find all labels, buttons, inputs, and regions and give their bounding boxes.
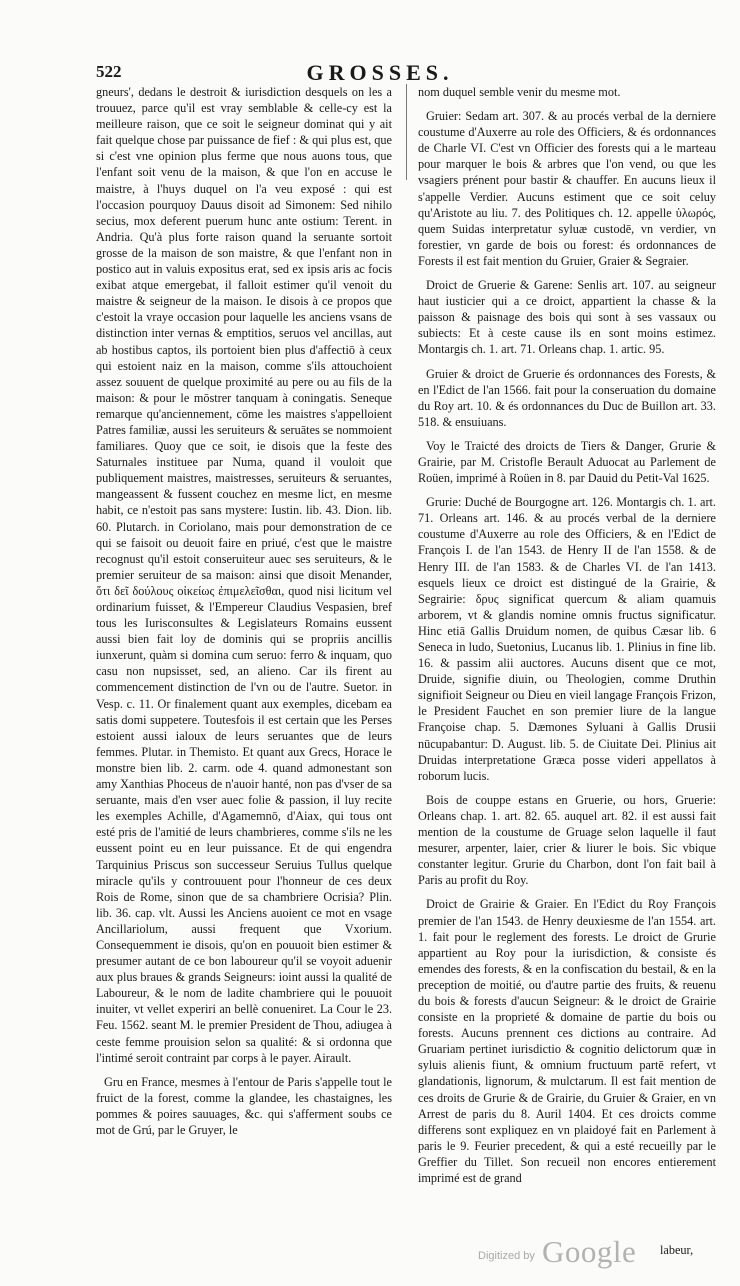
right-paragraph-8: Droict de Grairie & Graier. En l'Edict du Roy François premier de l'an 1543. de Henry deuxiesme de l'an 1554. art. 1. fait pour le reglement des forests. Le droict de Grurie appartient au Roy pour la iurisdiction, & consiste és emendes des forests, & en la confiscation du bestail, & en la preception de moitié, ou d'autre partie des fruits, & reuenu du bois & forests d'aucun Seigneur: & le droict de Grairie consiste en la proprieté & domaine de partie du bois ou forests. Aucuns prennent ces dictions au contraire. Ad Gruariam pertinet iurisdictio & cognitio delictorum quæ in syluis alienis fiunt, & omnium fructuum partē refert, vt glandationis, lignorum, & mulctarum. Il est fait mention de ces droits de Grurie & de Grairie, du Gruier & Graier, en vn Arrest de paris du 8. Auril 1404. Et ces droicts comme differens sont expliquez en vn plaidoyé fait en Parlement à paris le 9. Feurier precedent, & qui a esté recueilly par le Greffier du Tillet. Son recueil non encores entierement imprimé est de grand xyxy=(418,897,716,1185)
right-paragraph-4: Gruier & droict de Gruerie és ordonnances des Forests, & en l'Edict de l'an 1566. fait pour la conseruation du domaine du Roy art. 10. & és ordonnances du Duc de Buillon art. 33. 518. & ensuiuans. xyxy=(418,366,716,429)
left-paragraph-2: Gru en France, mesmes à l'entour de Paris s'appelle tout le fruict de la forest, comme la glandee, les chastaignes, les pommes & poires sauuages, &c. qui s'afferment soubs ce mot de Grú, par le Gruyer, le xyxy=(96,1074,392,1137)
catchword: labeur, xyxy=(660,1243,694,1257)
running-head: GROSSES. xyxy=(306,60,454,85)
column-divider xyxy=(406,84,407,180)
right-paragraph-1: nom duquel semble venir du mesme mot. xyxy=(418,85,621,99)
left-column xyxy=(96,84,392,1138)
right-paragraph-5: Voy le Traicté des droicts de Tiers & Danger, Grurie & Grairie, par M. Cristofle Berault Aduocat au Parlement de Roüen, imprimé à Roüen in 8. par Dauid du Petit-Val 1625. xyxy=(418,438,716,486)
right-paragraph-7: Bois de couppe estans en Gruerie, ou hors, Gruerie: Orleans chap. 1. art. 82. 65. auquel art. 82. il est aussi fait mention de la coustume de Gruage selon laquelle il faut mesurer, arpenter, laier, crier & liurer le bois. Sic vbique constanter legitur. Grurie du Charbon, dont l'on fait bail à Paris au profit du Roy. xyxy=(418,792,716,888)
page-header xyxy=(76,62,684,86)
right-paragraph-3: Droict de Gruerie & Garene: Senlis art. 107. au seigneur haut iusticier qui a ce droict, appartient la chasse & la paisson & paisnage des bois qui sont à ses vassaux ou subiects: Et à ceste cause ils en sont moins estimez. Montargis ch. 1. art. 71. Orleans chap. 1. artic. 95. xyxy=(418,278,716,357)
left-paragraph-1: gneurs', dedans le destroit & iurisdiction desquels on les a trouuez, parce qu'il est vray semblable & celle-cy est la meilleure raison, que ce soit le seigneur dominat qui y ait fait quelque chose par puissance de fief : & qui plus est, que si c'est vne opinion plus ferme que nous auons tous, que l'enfant soit venu de la maison, & que l'on en accuse le maistre, à l'huys duquel on l'a veu exposé : qui est l'occasion pourquoy Dauus disoit ad Simonem: Sed nihilo secius, mox deferent puerum hunc ante ostium: Terent. in Andria. Qu'à plus forte raison quand la seruante sortoit grosse de la maison de son maistre, & que l'enfant non in postico aut in valuis expositus erat, sed ex ipsis aris ac focis exibat atque emergebat, il falloit estimer qu'il venoit du maistre & seigneur de la maison. Ie disois à ce propos que c'estoit la vraye occasion pour laquelle les anciens vsans de distinction inter vernas & emptitios, seruos vel ancillas, aut ab hostibus captos, ils portoient bien plus d'affectiō à ceux qui estoient naiz en la maison, comme s'ils attouchoient assez souuent de quelque proximité au pere ou au fils de la maison: & pour le mōstrer tanquam à coningatis. Seneque remarque qu'anciennement, cōme les maistres s'appelloient Patres familiæ, aussi les seruiteurs & seruātes se nommoient familiares. Quoy que ce soit, ie disois que la feste des Saturnales instituee par Numa, quand il vouloit que publiquement maistres, maistresses, seruiteurs & seruantes, mangeassent & fussent couchez en mesme lict, en mesme habit, ce n'estoit pas sans mystere: Iustin. lib. 43. Dion. lib. 60. Plutarch. in Coriolano, mais pour demonstration de ce qui se faisoit ou deuoit faire en priué, c'est que le maistre recognust qu'il estoit conseruiteur auec ses seruiteurs, & le premier seruiteur de sa maison: ainsi que disoit Menander, ὅτι δεῖ δούλους οἰκείως ἐπιμελεῖσθαι, quod nisi licitum vel ordinarium fuisset, & l'Empereur Claudius Vespasien, bref tous les Iurisconsultes & Legislateurs Romains eussent aussi bien fait loy de dominis qui se propriis ancillis iunxerunt, quàm si domina cum seruo: ferro & inquam, quo casu non nupsisset, sed, an alieno. Car ils firent au commencement distinction de l'vn ou de l'autre. Suetor. in Vesp. c. 11. Or finalement quant aux exemples, dicebam ea satis domi suppetere. Toutesfois il est certain que les Perses estoient aussi ialoux de leurs seruantes que de leurs femmes. Plutar. in Themisto. Et quant aux Grecs, Horace le monstre bien lib. 2. carm. ode 4. quand admonestant son amy Xanthias Phoceus de n'auoir hanté, non pas d'vser de sa seruante, mais d'en vser auec folie & passion, il luy recite les exemples Achille, d'Agamemnō, d'Aiax, qui tous ont esté pris de l'amitié de leurs chambrieres, comme s'ils ne les eussent point eu en leur puissance. Et de qui engendra Tarquinius Priscus son successeur Seruius Tullus quelque miracle qu'ils y controuuent pour l'honneur de ces deux Rois de Rome, sinon que de sa chambriere Ocrisia? Plin. lib. 36. cap. vlt. Aussi les Anciens auoient ce mot en vsage Ancillariolum, aussi frequent que Vxorium. Consequemment ie disois, qu'on en pouuoit bien estimer & presumer autant de ce bon laboureur qu'il se voyoit aduenir aux plus braues & grands Seigneurs: ioint aussi la qualité de Laboureur, & le nom de ladite chambriere qui le pouuoit inuiter, vt vellet experiri an bellè conueniret. La Cour le 23. Feu. 1562. seant M. le premier President de Thou, adiugea à ceste femme prouision selon sa qualité: & si ordonna que l'intimé seroit contraint par corps à le payer. Airault. xyxy=(96,85,392,1065)
right-paragraph-6: Grurie: Duché de Bourgogne art. 126. Montargis ch. 1. art. 71. Orleans art. 146. & au procés verbal de la derniere coustume d'Auxerre au role des Officiers, & en l'Edict de François I. de l'an 1543. de Henry II de l'an 1558. & de Henry III. de l'an 1583. & de Charles VI. de l'an 1413. esquels lieux ce droict est distingué de la Grairie, & Segrairie: δρυς significat quercum & aliam quamuis arborem, vt & glandis nomine omnis fructus significatur. Hinc etiā Gallis Druidum nomen, de quibus Cæsar lib. 6 Seneca in ludo, Suetonius, Lucanus lib. 1. Plinius in fine lib. 16. & passim alii auctores. Aucuns disent que ce mot, Druide, signifie diuin, ou Theologien, comme Druthin signifioit Seigneur ou Dieu en vieil langage François Frizon, le President Fauchet en son premier liure de la langue Françoise chap. 5. Dæmones Syluani à Gallis Drusii nūcupabantur: D. August. lib. 5. de Ciuitate Dei. Plinius ait Druidas interpretatione Græca posse videri appellatos à roborum lucis. xyxy=(418,495,716,783)
page-number: 522 xyxy=(96,62,122,81)
digitized-watermark xyxy=(478,1228,698,1272)
watermark-prefix: Digitized by xyxy=(478,1250,535,1262)
right-column xyxy=(418,84,716,1186)
google-logo: Google xyxy=(542,1234,637,1269)
right-paragraph-2: Gruier: Sedam art. 307. & au procés verbal de la derniere coustume d'Auxerre au role des Officiers, & és ordonnances de Charle VI. C'est vn Officier des forests qui a le marteau pour marquer le bois & arbres que l'on vend, ou que les vsagiers prénent pour bastir & chauffer. En aucuns lieux il s'appelle Verdier. Aucuns estiment que ce soit celuy qu'Aristote au liu. 7. des Politiques ch. 12. appelle ὑλωρός, quem Suidas interpretatur syluæ custodē, vn verdier, vn forestier, vn garde de bois ou forest: és ordonnances de Forests il est fait mention du Gruier, Graier & Segraier. xyxy=(418,109,716,268)
